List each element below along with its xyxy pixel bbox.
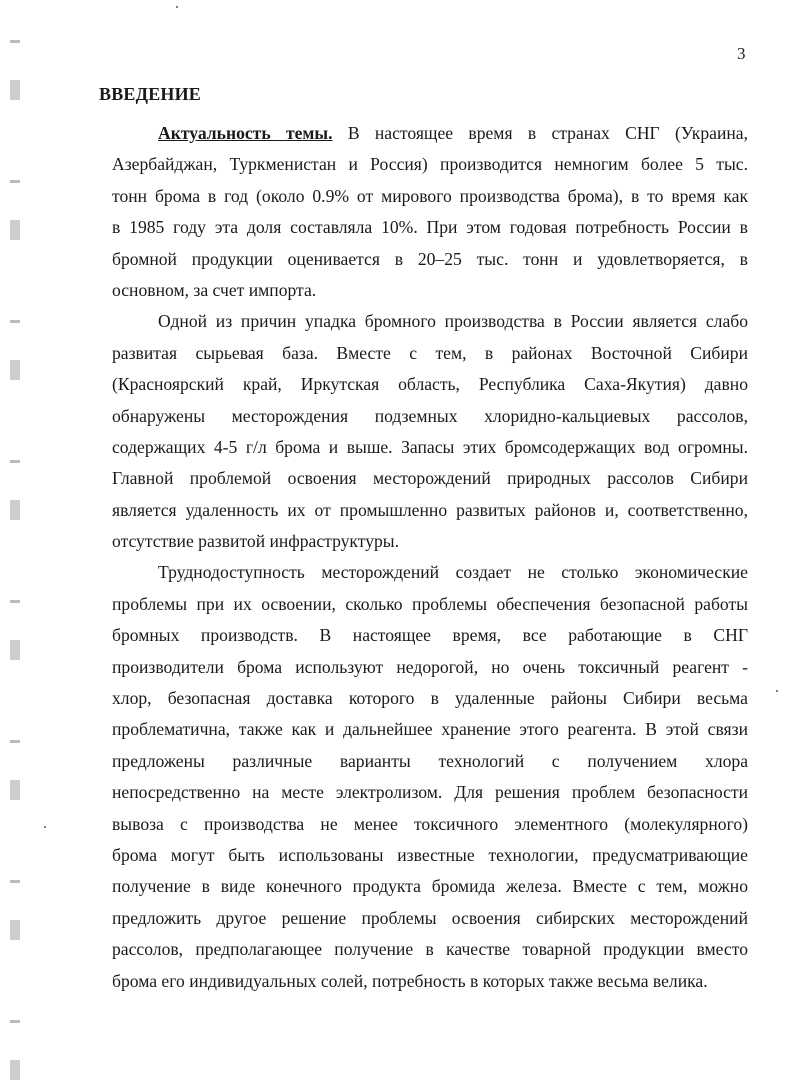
paragraph-3-line: непосредственно на месте электролизом. Для решения проблем безопасности bbox=[112, 782, 748, 803]
paragraph-1-line-1: Актуальность темы. В настоящее время в странах СНГ (Украина, bbox=[158, 123, 748, 143]
paragraph-1-line: тонн брома в год (около 0.9% от мирового производства брома), в то время как bbox=[112, 185, 748, 206]
paragraph-2-line: обнаружены месторождения подземных хлоридно-кальциевых рассолов, bbox=[112, 405, 748, 426]
paragraph-1-line: Азербайджан, Туркменистан и Россия) производится немногим более 5 тыс. bbox=[112, 154, 748, 175]
paragraph-1-line: бромной продукции оценивается в 20–25 тыс. тонн и удовлетворяется, в bbox=[112, 248, 748, 269]
scan-speck bbox=[776, 690, 778, 692]
paragraph-1-line: основном, за счет импорта. bbox=[112, 279, 317, 300]
paragraph-2-line: является удаленность их от промышленно развитых районов и, соответственно, bbox=[112, 499, 748, 520]
body-text bbox=[112, 118, 748, 997]
paragraph-2-line: Главной проблемой освоения месторождений природных рассолов Сибири bbox=[112, 468, 748, 489]
paragraph-2-line: Одной из причин упадка бромного производства в России является слабо bbox=[158, 311, 748, 332]
paragraph-3-line: предложены различные варианты технологий с получением хлора bbox=[112, 750, 748, 771]
paragraph-3-line: производители брома используют недорогой, но очень токсичный реагент - bbox=[112, 656, 748, 677]
scan-speck bbox=[44, 826, 46, 828]
paragraph-3-line: рассолов, предполагающее получение в качестве товарной продукции вместо bbox=[112, 939, 748, 960]
paragraph-2-line: развитая сырьевая база. Вместе с тем, в районах Восточной Сибири bbox=[112, 342, 748, 363]
paragraph-3-line: брома могут быть использованы известные технологии, предусматривающие bbox=[112, 844, 748, 865]
paragraph-3-line: проблематична, также как и дальнейшее хранение этого реагента. В этой связи bbox=[112, 719, 748, 740]
paragraph-3-line: предложить другое решение проблемы освоения сибирских месторождений bbox=[112, 907, 748, 928]
paragraph-1-line: в 1985 году эта доля составляла 10%. При этом годовая потребность России в bbox=[112, 217, 748, 238]
paragraph-3-line: вывоза с производства не менее токсичного элементного (молекулярного) bbox=[112, 813, 748, 834]
page-number: 3 bbox=[737, 44, 746, 63]
paragraph-3-line: получение в виде конечного продукта бромида железа. Вместе с тем, можно bbox=[112, 876, 748, 897]
paragraph-3-line: проблемы при их освоении, сколько проблемы обеспечения безопасной работы bbox=[112, 593, 748, 614]
scan-speck bbox=[176, 6, 178, 8]
paragraph-3-line: хлор, безопасная доставка которого в удаленные районы Сибири весьма bbox=[112, 688, 748, 709]
scan-margin-artifact bbox=[10, 10, 20, 1080]
paragraph-3-line: брома его индивидуальных солей, потребность в которых также весьма велика. bbox=[112, 970, 708, 991]
lead-label: Актуальность темы. bbox=[158, 123, 333, 143]
paragraph-2-line: содержащих 4-5 г/л брома и выше. Запасы этих бромсодержащих вод огромны. bbox=[112, 436, 748, 457]
paragraph-2-line: (Красноярский край, Иркутская область, Республика Саха-Якутия) давно bbox=[112, 374, 748, 395]
section-heading: ВВЕДЕНИЕ bbox=[99, 84, 202, 104]
paragraph-3-line: бромных производств. В настоящее время, все работающие в СНГ bbox=[112, 625, 748, 646]
paragraph-2-line: отсутствие развитой инфраструктуры. bbox=[112, 531, 400, 552]
paragraph-3-line: Труднодоступность месторождений создает не столько экономические bbox=[158, 562, 748, 583]
